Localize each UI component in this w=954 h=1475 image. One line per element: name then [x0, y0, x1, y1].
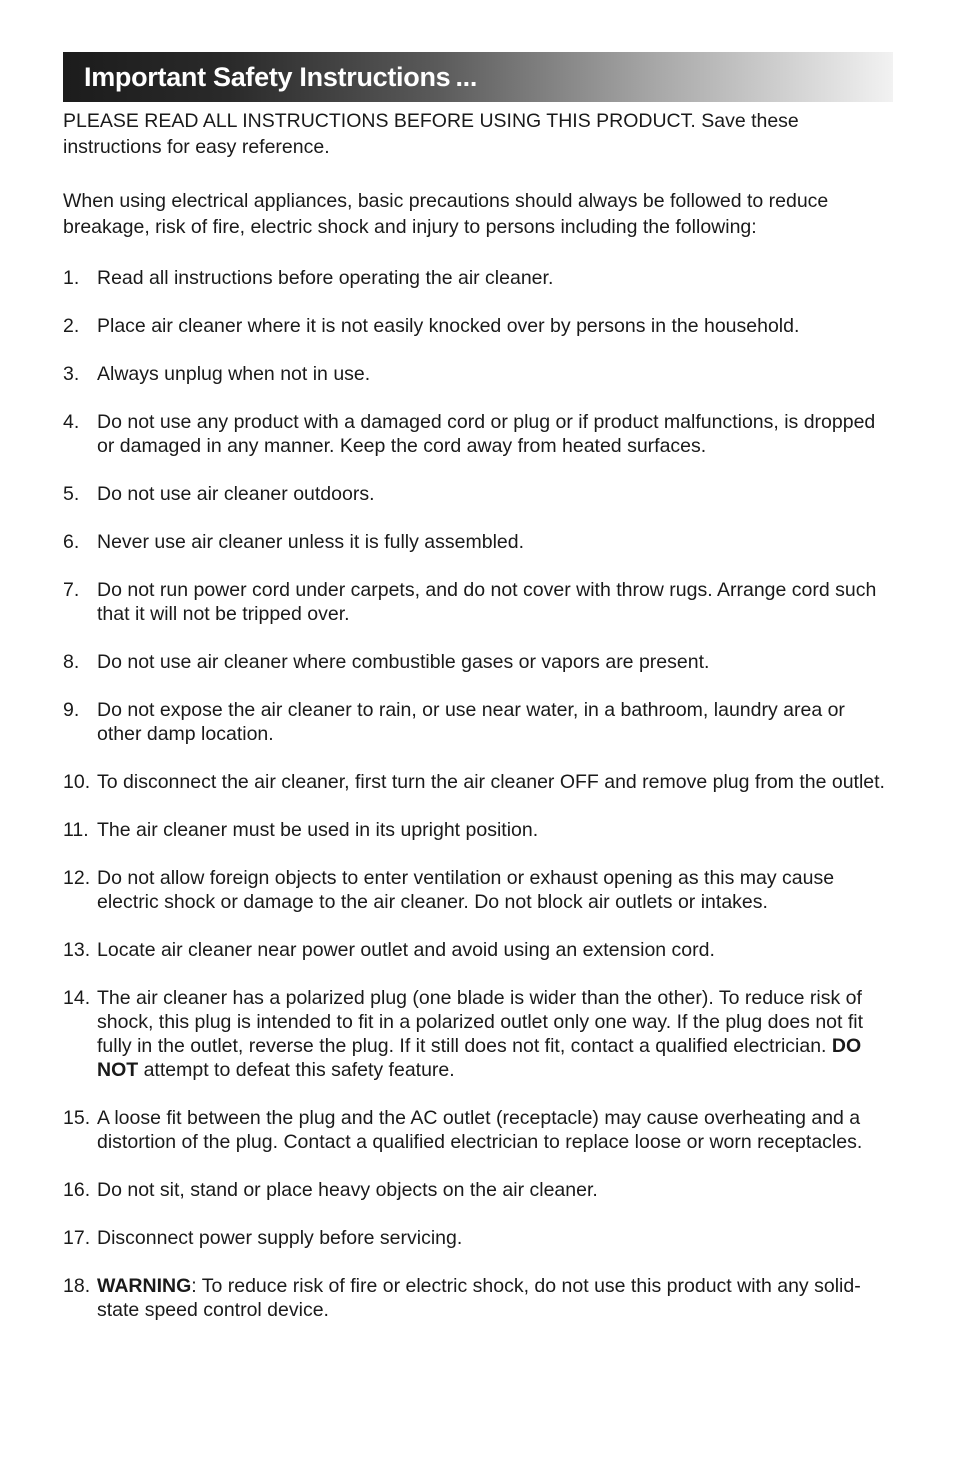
instruction-text: Do not expose the air cleaner to rain, or use near water, in a bathroom, laundry area or other damp location.	[97, 699, 845, 745]
instruction-item	[63, 1106, 893, 1154]
instruction-text	[97, 1275, 861, 1321]
instruction-number: 10.	[63, 771, 91, 793]
instruction-text: Do not allow foreign objects to enter ventilation or exhaust opening as this may cause electric shock or damage to the air cleaner. Do not block air outlets or intakes.	[97, 867, 835, 913]
instruction-item	[63, 1274, 893, 1322]
instruction-item	[63, 530, 893, 554]
instruction-text: Never use air cleaner unless it is fully assembled.	[97, 531, 525, 553]
safety-page	[63, 52, 893, 1346]
instruction-item	[63, 266, 893, 290]
instruction-number: 16.	[63, 1179, 91, 1201]
instruction-number: 11.	[63, 819, 89, 841]
instruction-number: 3.	[63, 363, 80, 385]
instruction-text	[97, 987, 863, 1081]
instruction-number: 8.	[63, 651, 80, 673]
instruction-item	[63, 770, 893, 794]
instruction-text: Always unplug when not in use.	[97, 363, 371, 385]
instruction-item	[63, 578, 893, 626]
instruction-number: 9.	[63, 699, 80, 721]
instruction-text: Do not use any product with a damaged cord or plug or if product malfunctions, is dropped or damaged in any manner. Keep the cord away from heated surfaces.	[97, 411, 876, 457]
instruction-number: 5.	[63, 483, 80, 505]
instruction-text: To disconnect the air cleaner, first turn the air cleaner OFF and remove plug from the outlet.	[97, 771, 885, 793]
instruction-text: Disconnect power supply before servicing.	[97, 1227, 463, 1249]
instruction-item	[63, 1226, 893, 1250]
instruction-number: 7.	[63, 579, 80, 601]
instruction-item	[63, 362, 893, 386]
safety-instructions-list	[63, 266, 893, 1322]
instruction-item	[63, 986, 893, 1082]
instruction-number: 17.	[63, 1227, 91, 1249]
instruction-text-before: The air cleaner has a polarized plug (one blade is wider than the other). To reduce risk of shock, this plug is intended to fit in a polarized outlet only one way. If the plug does not fit fully in the outlet, reverse the plug. If it still does not fit, contact a qualified electrician.	[97, 987, 864, 1057]
section-title: Important Safety Instructions ...	[84, 61, 478, 92]
instruction-number: 1.	[63, 267, 80, 289]
instruction-item	[63, 1178, 893, 1202]
instruction-number: 18.	[63, 1275, 91, 1297]
instruction-item	[63, 410, 893, 458]
instruction-number: 13.	[63, 939, 91, 961]
instruction-text: Locate air cleaner near power outlet and avoid using an extension cord.	[97, 939, 715, 961]
instruction-text: Do not run power cord under carpets, and do not cover with throw rugs. Arrange cord such that it will not be tripped over.	[97, 579, 877, 625]
instruction-item	[63, 650, 893, 674]
instruction-number: 14.	[63, 987, 91, 1009]
instruction-item	[63, 938, 893, 962]
instruction-number: 2.	[63, 315, 80, 337]
intro-paragraph-precautions: When using electrical appliances, basic precautions should always be followed to reduce breakage, risk of fire, electric shock and injury to persons including the following:	[63, 190, 829, 238]
instruction-item	[63, 818, 893, 842]
section-header-bar	[63, 52, 893, 102]
warning-emphasis: WARNING	[97, 1275, 192, 1297]
instruction-item	[63, 698, 893, 746]
instruction-text: Place air cleaner where it is not easily knocked over by persons in the household.	[97, 315, 800, 337]
do-not-emphasis: DO NOT	[97, 1035, 862, 1081]
instruction-text: The air cleaner must be used in its upright position.	[97, 819, 539, 841]
instruction-number: 6.	[63, 531, 80, 553]
intro-paragraph-read-all: PLEASE READ ALL INSTRUCTIONS BEFORE USING THIS PRODUCT. Save these instructions for easy reference.	[63, 110, 799, 158]
instruction-text: Read all instructions before operating the air cleaner.	[97, 267, 554, 289]
instruction-number: 15.	[63, 1107, 91, 1129]
instruction-text: Do not use air cleaner where combustible gases or vapors are present.	[97, 651, 710, 673]
instruction-item	[63, 314, 893, 338]
instruction-number: 4.	[63, 411, 80, 433]
instruction-text: A loose fit between the plug and the AC outlet (receptacle) may cause overheating and a distortion of the plug. Contact a qualified electrician to replace loose or worn receptacles.	[97, 1107, 863, 1153]
instruction-text-after: : To reduce risk of fire or electric shock, do not use this product with any solid-state speed control device.	[97, 1275, 861, 1321]
instruction-text: Do not sit, stand or place heavy objects on the air cleaner.	[97, 1179, 598, 1201]
instruction-number: 12.	[63, 867, 91, 889]
instruction-text: Do not use air cleaner outdoors.	[97, 483, 375, 505]
instruction-text-after: attempt to defeat this safety feature.	[138, 1059, 455, 1081]
instruction-item	[63, 866, 893, 914]
instruction-item	[63, 482, 893, 506]
